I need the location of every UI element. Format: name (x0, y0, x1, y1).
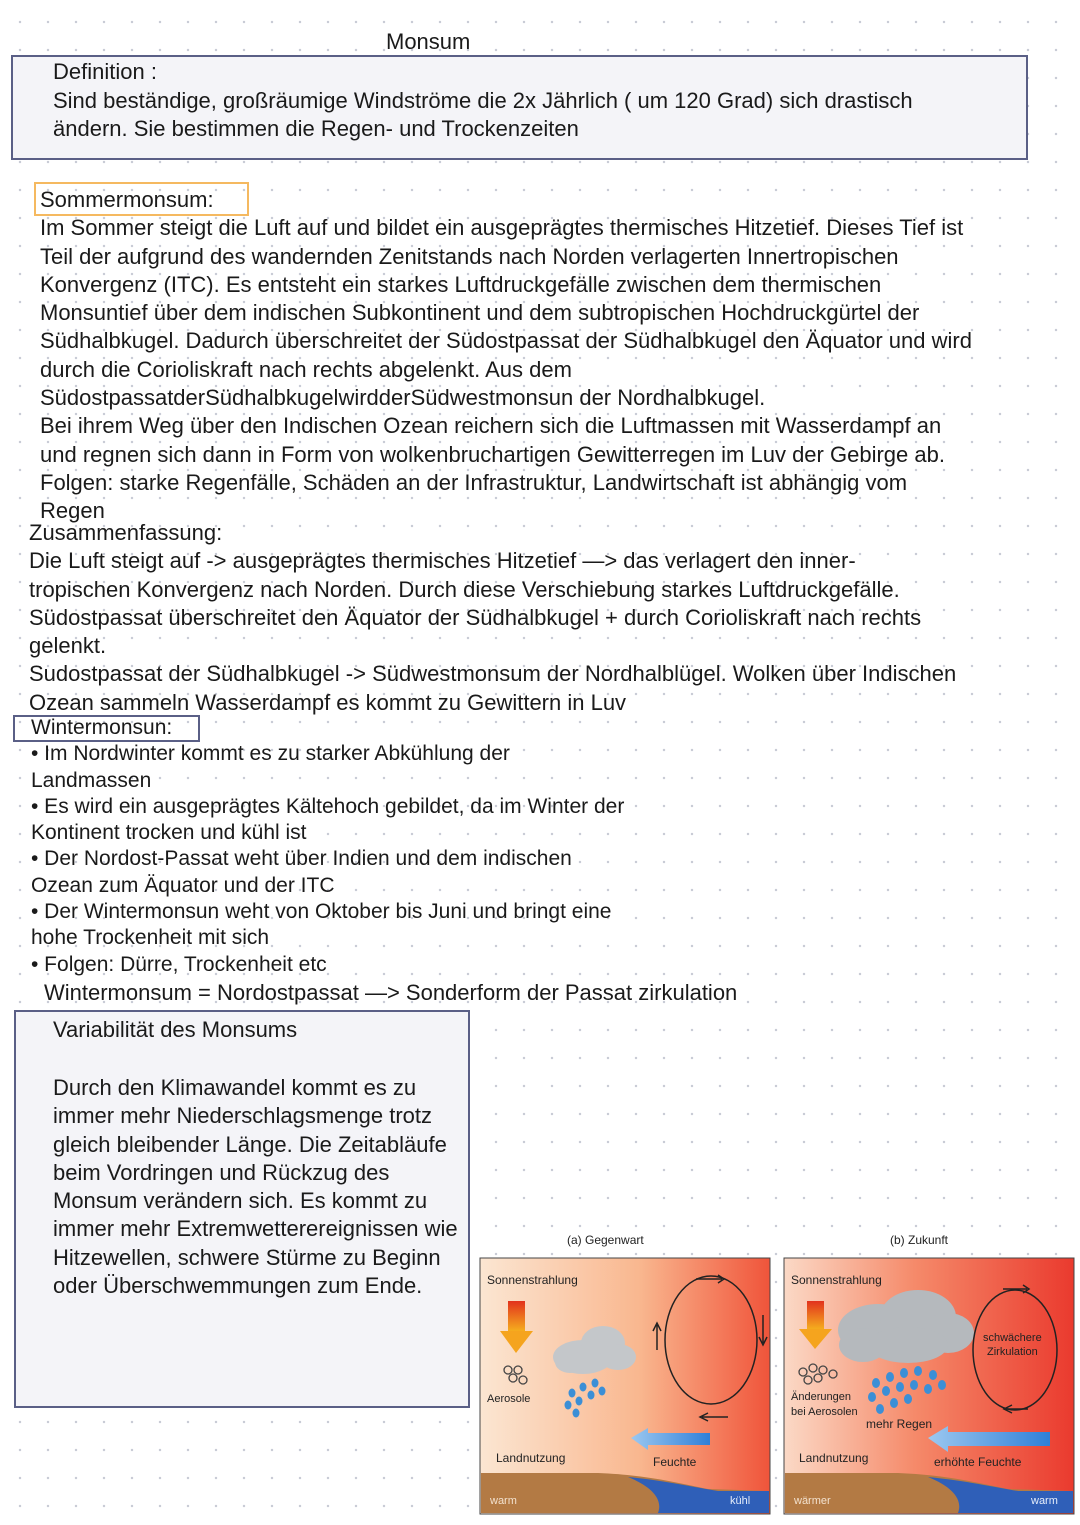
landuse-label: Landnutzung (799, 1451, 869, 1465)
sommer-line: durch die Corioliskraft nach rechts abgelenkt. Aus dem (40, 356, 572, 382)
zusammenfassung-line: Sudostpassat der Südhalbkugel -> Südwestmonsum der Nordhalblügel. Wolken über Indischen (29, 661, 957, 687)
aerosol-label: bei Aerosolen (791, 1406, 858, 1418)
sommer-line: Monsuntief über dem indischen Subkontinent und dem subtropischen Hochdruckgürtel der (40, 300, 920, 326)
winter-bullet: • Folgen: Dürre, Trockenheit etc (31, 952, 327, 976)
variabilitaet-text: Durch den Klimawandel kommt es zu immer mehr Niederschlagsmenge trotz gleich bleibender Länge. Die Zeitabläufe beim Vordringen und Rückzug des Monsum verändern sich. Es kommt zu immer mehr Extremwetterereignissen wie Hitzewellen, schwere Stürme zu Beginn oder Überschwemmungen zum Ende. (53, 1075, 458, 1299)
zusammenfassung-section (29, 519, 1069, 717)
winter-bullet: • Der Nordost-Passat weht über Indien und dem indischen (31, 847, 572, 871)
panel-b (784, 1258, 1074, 1514)
temp-right-label: kühl (730, 1495, 751, 1507)
winter-bullet: • Der Wintermonsun weht von Oktober bis Juni und bringt eine (31, 900, 612, 924)
monsoon-diagram (478, 1225, 1078, 1517)
temp-left-label: wärmer (794, 1495, 831, 1507)
winter-line: Ozean zum Äquator und der ITC (31, 873, 335, 897)
sommer-line: SüdostpassatderSüdhalbkugelwirdderSüdwestmonsun der Nordhalbkugel. (40, 385, 766, 411)
panel-a (480, 1258, 770, 1514)
winter-line: Landmassen (31, 768, 152, 792)
sommermonsum-section (40, 186, 1075, 526)
sommer-line: Im Sommer steigt die Luft auf und bildet ein ausgeprägtes thermisches Hitzetief. Dieses Tief ist (40, 215, 964, 241)
sommermonsum-heading: Sommermonsum: (40, 187, 214, 212)
panel-a-title: (a) Gegenwart (567, 1233, 644, 1247)
zusammenfassung-line: Die Luft steigt auf -> ausgeprägtes thermisches Hitzetief —> das verlagert den inner- (29, 548, 856, 574)
moisture-label: erhöhte Feuchte (934, 1455, 1022, 1469)
zusammenfassung-line: gelenkt. (29, 633, 107, 659)
more-rain-label: mehr Regen (866, 1417, 933, 1431)
landuse-label: Landnutzung (496, 1451, 566, 1465)
sommer-line: und regnen sich dann in Form von wolkenbruchartigen Gewitterregen im Luv der Gebirge ab. (40, 441, 945, 467)
temp-right-label: warm (1031, 1495, 1058, 1507)
variabilitaet-heading: Variabilität des Monsums (53, 1017, 298, 1042)
aerosol-label: Aerosole (487, 1393, 531, 1405)
zusammenfassung-line: Ozean sammeln Wasserdampf es kommt zu Gewittern in Luv (29, 689, 627, 715)
definition-heading: Definition : (53, 59, 157, 84)
definition-line: ändern. Sie bestimmen die Regen- und Trockenzeiten (53, 116, 579, 141)
winter-line: hohe Trockenheit mit sich (31, 926, 270, 950)
temp-left-label: warm (490, 1495, 517, 1507)
sun-label: Sonnenstrahlung (791, 1273, 882, 1287)
wintermonsun-heading: Wintermonsun: (31, 716, 173, 739)
zusammenfassung-line: tropischen Konvergenz nach Norden. Durch diese Verschiebung starkes Luftdruckgefälle. (29, 576, 900, 602)
definition-text (53, 58, 1033, 144)
circulation-label: schwächere (983, 1332, 1042, 1344)
definition-line: Sind beständige, großräumige Windströme die 2x Jährlich ( um 120 Grad) sich drastisch (53, 87, 913, 113)
moisture-label: Feuchte (653, 1455, 697, 1469)
wintermonsun-section (31, 715, 721, 978)
sommer-line: Regen (40, 498, 105, 524)
page-title: Monsum (386, 29, 471, 54)
sun-label: Sonnenstrahlung (487, 1273, 578, 1287)
zusammenfassung-line: Südostpassat überschreitet den Äquator der Südhalbkugel + durch Corioliskraft nach rechts (29, 604, 922, 630)
sommer-line: Teil der aufgrund des wandernden Zenitstands nach Norden verlagerten Innertropischen (40, 243, 899, 269)
winter-line: Kontinent trocken und kühl ist (31, 821, 307, 845)
sommer-line: Konvergenz (ITC). Es entsteht ein starkes Luftdruckgefälle zwischen dem thermischen (40, 271, 882, 297)
panel-b-title: (b) Zukunft (890, 1233, 949, 1247)
zusammenfassung-heading: Zusammenfassung: (29, 520, 223, 545)
aerosol-label: Änderungen (791, 1391, 851, 1403)
sommer-line: Südhalbkugel. Dadurch überschreitet der Südostpassat der Südhalbkugel den Äquator und wird (40, 328, 972, 354)
sommer-folgen: Folgen: starke Regenfälle, Schäden an der Infrastruktur, Landwirtschaft ist abhängig vom (40, 469, 908, 495)
sommer-line: Bei ihrem Weg über den Indischen Ozean reichern sich die Luftmassen mit Wasserdampf an (40, 413, 942, 439)
wintermonsun-summary: Wintermonsum = Nordostpassat —> Sonderform der Passat zirkulation (44, 980, 738, 1005)
winter-bullet: • Es wird ein ausgeprägtes Kältehoch gebildet, da im Winter der (31, 794, 625, 818)
circulation-label: Zirkulation (987, 1346, 1038, 1358)
winter-bullet: • Im Nordwinter kommt es zu starker Abkühlung der (31, 742, 510, 766)
